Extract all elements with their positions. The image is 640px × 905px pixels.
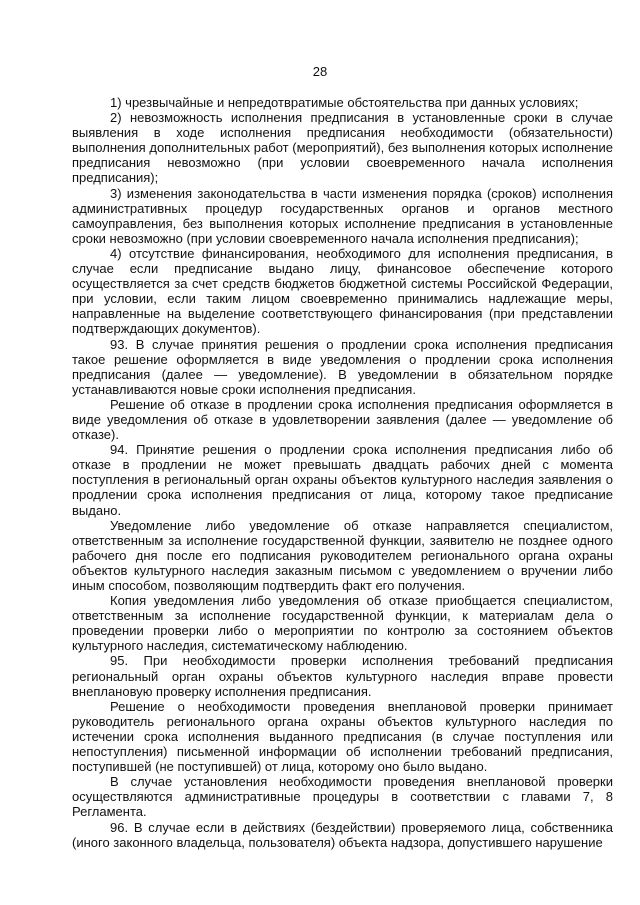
paragraph-94-copy: Копия уведомления либо уведомления об отказе приобщается специалистом, ответственным за исполнение государственной функции, к материалам дела о проведении проверки либо о мероприятии по контролю за состоянием объектов культурного наследия, систематическому наблюдению. (72, 593, 613, 654)
paragraph-94: 94. Принятие решения о продлении срока исполнения предписания либо об отказе в продлении не может превышать двадцать рабочих дней с момента поступления в региональный орган охраны объектов культурного наследия заявления о продлении срока исполнения предписания от лица, которому такое предписание выдано. (72, 442, 613, 518)
paragraph-1: 1) чрезвычайные и непредотвратимые обстоятельства при данных условиях; (110, 95, 579, 110)
paragraph-94-notification: Уведомление либо уведомление об отказе направляется специалистом, ответственным за исполнение государственной функции, заявителю не позднее одного рабочего дня после его подписания руководителем регионального органа охраны объектов культурного наследия заказным письмом с уведомлением о вручении либо иным способом, позволяющим подтвердить факт его получения. (72, 517, 613, 593)
paragraph-3: 3) изменения законодательства в части изменения порядка (сроков) исполнения административных процедур государственных органов и органов местного самоуправления, без выполнения которых исполнение предписания в установленные сроки невозможно (при условии своевременного начала исполнения предписания); (72, 185, 613, 246)
paragraph-2: 2) невозможность исполнения предписания в установленные сроки в случае выявления в ходе исполнения предписания необходимости (обязательности) выполнения дополнительных работ (мероприятий), без выполнения которых исполнение предписания невозможно (при условии своевременного начала исполнения предписания); (72, 110, 613, 186)
paragraph-95-decision: Решение о необходимости проведения внеплановой проверки принимает руководитель регионального органа охраны объектов культурного наследия по истечении срока исполнения выданного предписания (в случае поступления или непоступления) письменной информации об исполнении требований предписания, поступившей (не поступившей) от лица, которому оно было выдано. (72, 698, 613, 775)
paragraph-95: 95. При необходимости проверки исполнения требований предписания региональный орган охраны объектов культурного наследия вправе провести внеплановую проверку исполнения предписания. (72, 653, 613, 699)
paragraph-93: 93. В случае принятия решения о продлении срока исполнения предписания такое решение оформляется в виде уведомления о продлении срока исполнения предписания (далее — уведомление). В уведомлении в обязательном порядке устанавливаются новые сроки исполнения предписания. (72, 336, 613, 397)
paragraph-93-refusal: Решение об отказе в продлении срока исполнения предписания оформляется в виде уведомления об отказе в удовлетворении заявления (далее — уведомление об отказе). (72, 396, 613, 443)
paragraph-4: 4) отсутствие финансирования, необходимого для исполнения предписания, в случае если предписание выдано лицу, финансовое обеспечение которого осуществляется за счет средств бюджетов бюджетной системы Российской Федерации, при условии, если таким лицом своевременно принимались надлежащие меры, направленные на выделение соответствующего финансирования (при представлении подтверждающих документов). (72, 245, 613, 337)
document-body (72, 95, 613, 850)
paragraph-95-procedures: В случае установления необходимости проведения внеплановой проверки осуществляются административные процедуры в соответствии с главами 7, 8 Регламента. (72, 774, 613, 820)
paragraph-96: 96. В случае если в действиях (бездействии) проверяемого лица, собственника (иного законного владельца, пользователя) объекта надзора, допустившего нарушение (72, 819, 613, 850)
page-number: 28 (312, 64, 328, 79)
